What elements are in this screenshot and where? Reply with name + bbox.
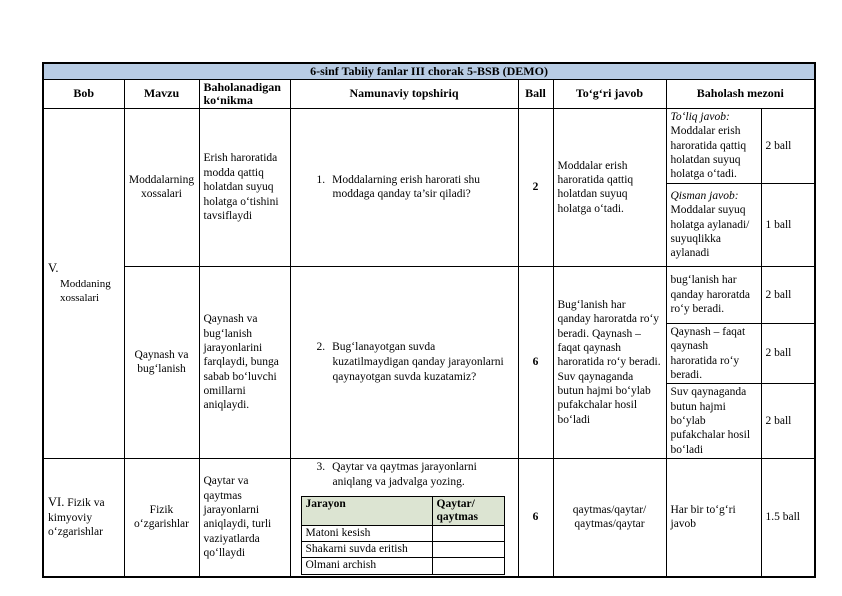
criterion-score: 2 ball xyxy=(761,384,815,459)
task-cell xyxy=(290,266,518,458)
criterion-score: 2 ball xyxy=(761,323,815,384)
table-row xyxy=(43,108,815,183)
skill-cell: Erish haroratida modda qattiq holatdan suyuq holatga o‘tishini tavsiflaydi xyxy=(199,108,290,266)
col-header-mezon: Baholash mezoni xyxy=(666,79,815,108)
task-number: 1. xyxy=(316,173,326,186)
table-title: 6-sinf Tabiiy fanlar III chorak 5-BSB (DEMO) xyxy=(43,63,815,79)
criterion-score: 1 ball xyxy=(761,183,815,266)
col-header-bob: Bob xyxy=(43,79,124,108)
criterion-cell: Har bir to‘g‘ri javob xyxy=(666,459,761,577)
process-answer-col-header: Qaytar/ qaytmas xyxy=(432,496,504,525)
task-text: Qaytar va qaytmas jarayonlarni aniqlang va jadvalga yozing. xyxy=(332,461,477,488)
answer-cell: Moddalar erish haroratida qattiq holatdan suyuq holatga o‘tadi. xyxy=(553,108,666,266)
process-answer-cell-empty xyxy=(432,558,504,574)
chapter-roman: V. xyxy=(48,261,59,276)
task-number: 2. xyxy=(316,341,326,354)
task-number: 3. xyxy=(316,461,326,474)
criterion-label: To‘liq javob: xyxy=(670,110,730,123)
process-name: Olmani archish xyxy=(301,558,432,574)
col-header-mavzu: Mavzu xyxy=(124,79,199,108)
process-answer-cell-empty xyxy=(432,526,504,542)
criterion-cell: Suv qaynaganda butun hajmi bo‘ylab pufakchalar hosil bo‘ladi xyxy=(666,384,761,459)
topic-cell: Fizik o‘zgarishlar xyxy=(124,459,199,577)
criterion-score: 1.5 ball xyxy=(761,459,815,577)
chapter-label: Moddaning xossalari xyxy=(60,278,111,305)
topic-cell: Moddalarning xossalari xyxy=(124,108,199,266)
process-row xyxy=(301,526,504,542)
task-text: Bug‘lanayotgan suvda kuzatilmaydigan qanday jarayonlarni qaynayotgan suvda kuzatamiz? xyxy=(332,341,504,383)
process-table xyxy=(301,496,505,575)
score-cell: 2 xyxy=(518,108,553,266)
criterion-score: 2 ball xyxy=(761,266,815,323)
chapter-roman: VI. xyxy=(48,495,65,510)
chapter-label: Fizik va kimyoviy o‘zgarishlar xyxy=(48,497,105,539)
table-header-row xyxy=(43,79,815,108)
criterion-score: 2 ball xyxy=(761,108,815,183)
col-header-topshiriq: Namunaviy topshiriq xyxy=(290,79,518,108)
process-answer-cell-empty xyxy=(432,542,504,558)
table-row xyxy=(43,459,815,577)
task-cell xyxy=(290,108,518,266)
answer-cell: qaytmas/qaytar/ qaytmas/qaytar xyxy=(553,459,666,577)
table-row xyxy=(43,266,815,323)
criterion-cell xyxy=(666,108,761,183)
task-cell xyxy=(290,459,518,577)
process-col-header: Jarayon xyxy=(301,496,432,525)
process-table-header-row xyxy=(301,496,504,525)
criterion-cell: Qaynash – faqat qaynash haroratida ro‘y beradi. xyxy=(666,323,761,384)
skill-cell: Qaytar va qaytmas jarayonlarni aniqlaydi, turli vaziyatlarda qo‘llaydi xyxy=(199,459,290,577)
col-header-javob: To‘g‘ri javob xyxy=(553,79,666,108)
criterion-text: Moddalar erish haroratida qattiq holatdan suyuq holatga o‘tadi. xyxy=(670,125,747,181)
score-cell: 6 xyxy=(518,459,553,577)
col-header-konikma: Baholanadigan ko‘nikma xyxy=(199,79,290,108)
process-name: Shakarni suvda eritish xyxy=(301,542,432,558)
skill-cell: Qaynash va bug‘lanish jarayonlarini farqlaydi, bunga sabab bo‘luvchi omillarni aniqlaydi. xyxy=(199,266,290,458)
chapter-cell-v xyxy=(43,108,124,458)
chapter-cell-vi xyxy=(43,459,124,577)
assessment-table xyxy=(42,62,816,578)
process-name: Matoni kesish xyxy=(301,526,432,542)
process-row xyxy=(301,558,504,574)
process-row xyxy=(301,542,504,558)
task-text: Moddalarning erish harorati shu moddaga qanday ta’sir qiladi? xyxy=(332,173,480,201)
criterion-text: Moddalar suyuq holatga aylanadi/ suyuqlikka aylanadi xyxy=(670,204,750,260)
criterion-cell: bug‘lanish har qanday haroratda ro‘y beradi. xyxy=(666,266,761,323)
criterion-cell xyxy=(666,183,761,266)
topic-cell: Qaynash va bug‘lanish xyxy=(124,266,199,458)
score-cell: 6 xyxy=(518,266,553,458)
answer-cell: Bug‘lanish har qanday haroratda ro‘y beradi. Qaynash – faqat qaynash haroratida ro‘y beradi. Suv qaynaganda butun hajmi bo‘ylab pufakchalar hosil bo‘ladi xyxy=(553,266,666,458)
table-title-row xyxy=(43,63,815,79)
criterion-label: Qisman javob: xyxy=(670,189,739,202)
col-header-ball: Ball xyxy=(518,79,553,108)
